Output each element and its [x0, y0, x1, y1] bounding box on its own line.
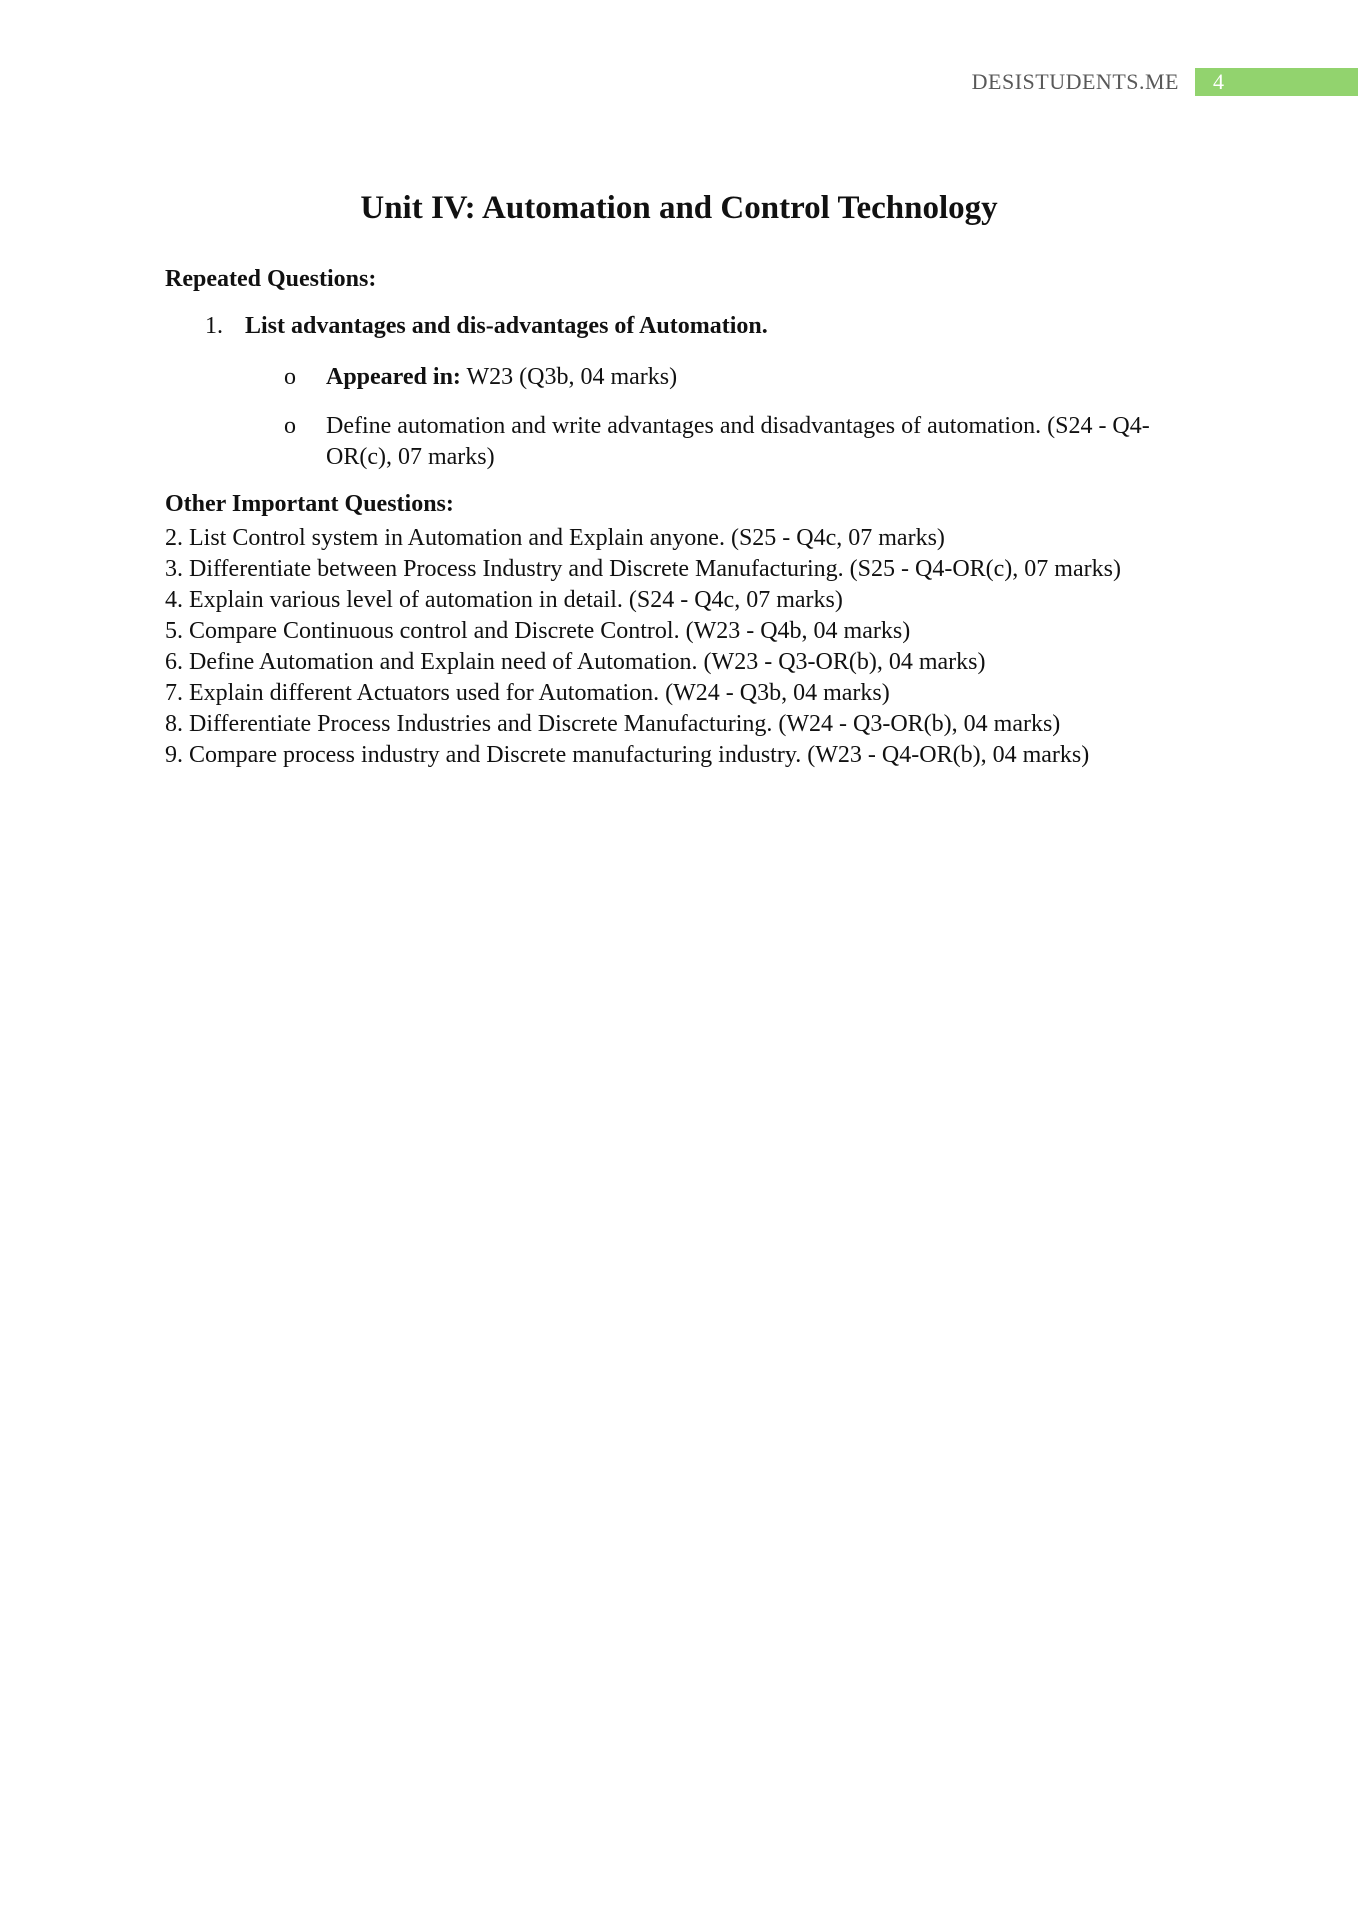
- other-questions-heading: Other Important Questions:: [165, 491, 454, 517]
- repeated-questions-heading: Repeated Questions:: [165, 266, 377, 292]
- appeared-in-value: W23 (Q3b, 04 marks): [460, 364, 678, 390]
- site-name: DESISTUDENTS.ME: [971, 69, 1179, 94]
- list-item: 2. List Control system in Automation and Explain anyone. (S25 - Q4c, 07 marks): [165, 525, 945, 551]
- list-item: 3. Differentiate between Process Industry and Discrete Manufacturing. (S25 - Q4-OR(c), 07 marks): [165, 556, 1121, 582]
- bullet-marker: o: [284, 413, 296, 439]
- item-text: List advantages and dis-advantages of Automation.: [245, 313, 768, 339]
- sub-item-text: Define automation and write advantages and disadvantages of automation. (S24 - Q4-OR(c), 07 marks): [326, 413, 1150, 470]
- page-header: [972, 68, 1358, 96]
- item-number: 1.: [205, 313, 223, 339]
- page-number: 4: [1195, 68, 1358, 96]
- list-item: 9. Compare process industry and Discrete manufacturing industry. (W23 - Q4-OR(b), 04 marks): [165, 742, 1090, 768]
- page-title: Unit IV: Automation and Control Technology: [360, 190, 998, 226]
- list-item: 6. Define Automation and Explain need of Automation. (W23 - Q3-OR(b), 04 marks): [165, 649, 986, 675]
- appeared-in-label: Appeared in:: [326, 364, 461, 390]
- list-item: 8. Differentiate Process Industries and Discrete Manufacturing. (W24 - Q3-OR(b), 04 marks): [165, 711, 1061, 737]
- list-item: 7. Explain different Actuators used for Automation. (W24 - Q3b, 04 marks): [165, 680, 890, 706]
- list-item: 5. Compare Continuous control and Discrete Control. (W23 - Q4b, 04 marks): [165, 618, 911, 644]
- list-item: 4. Explain various level of automation in detail. (S24 - Q4c, 07 marks): [165, 587, 843, 613]
- bullet-marker: o: [284, 364, 296, 390]
- other-questions-list: [165, 523, 1121, 771]
- sub-item-text: [326, 362, 1196, 393]
